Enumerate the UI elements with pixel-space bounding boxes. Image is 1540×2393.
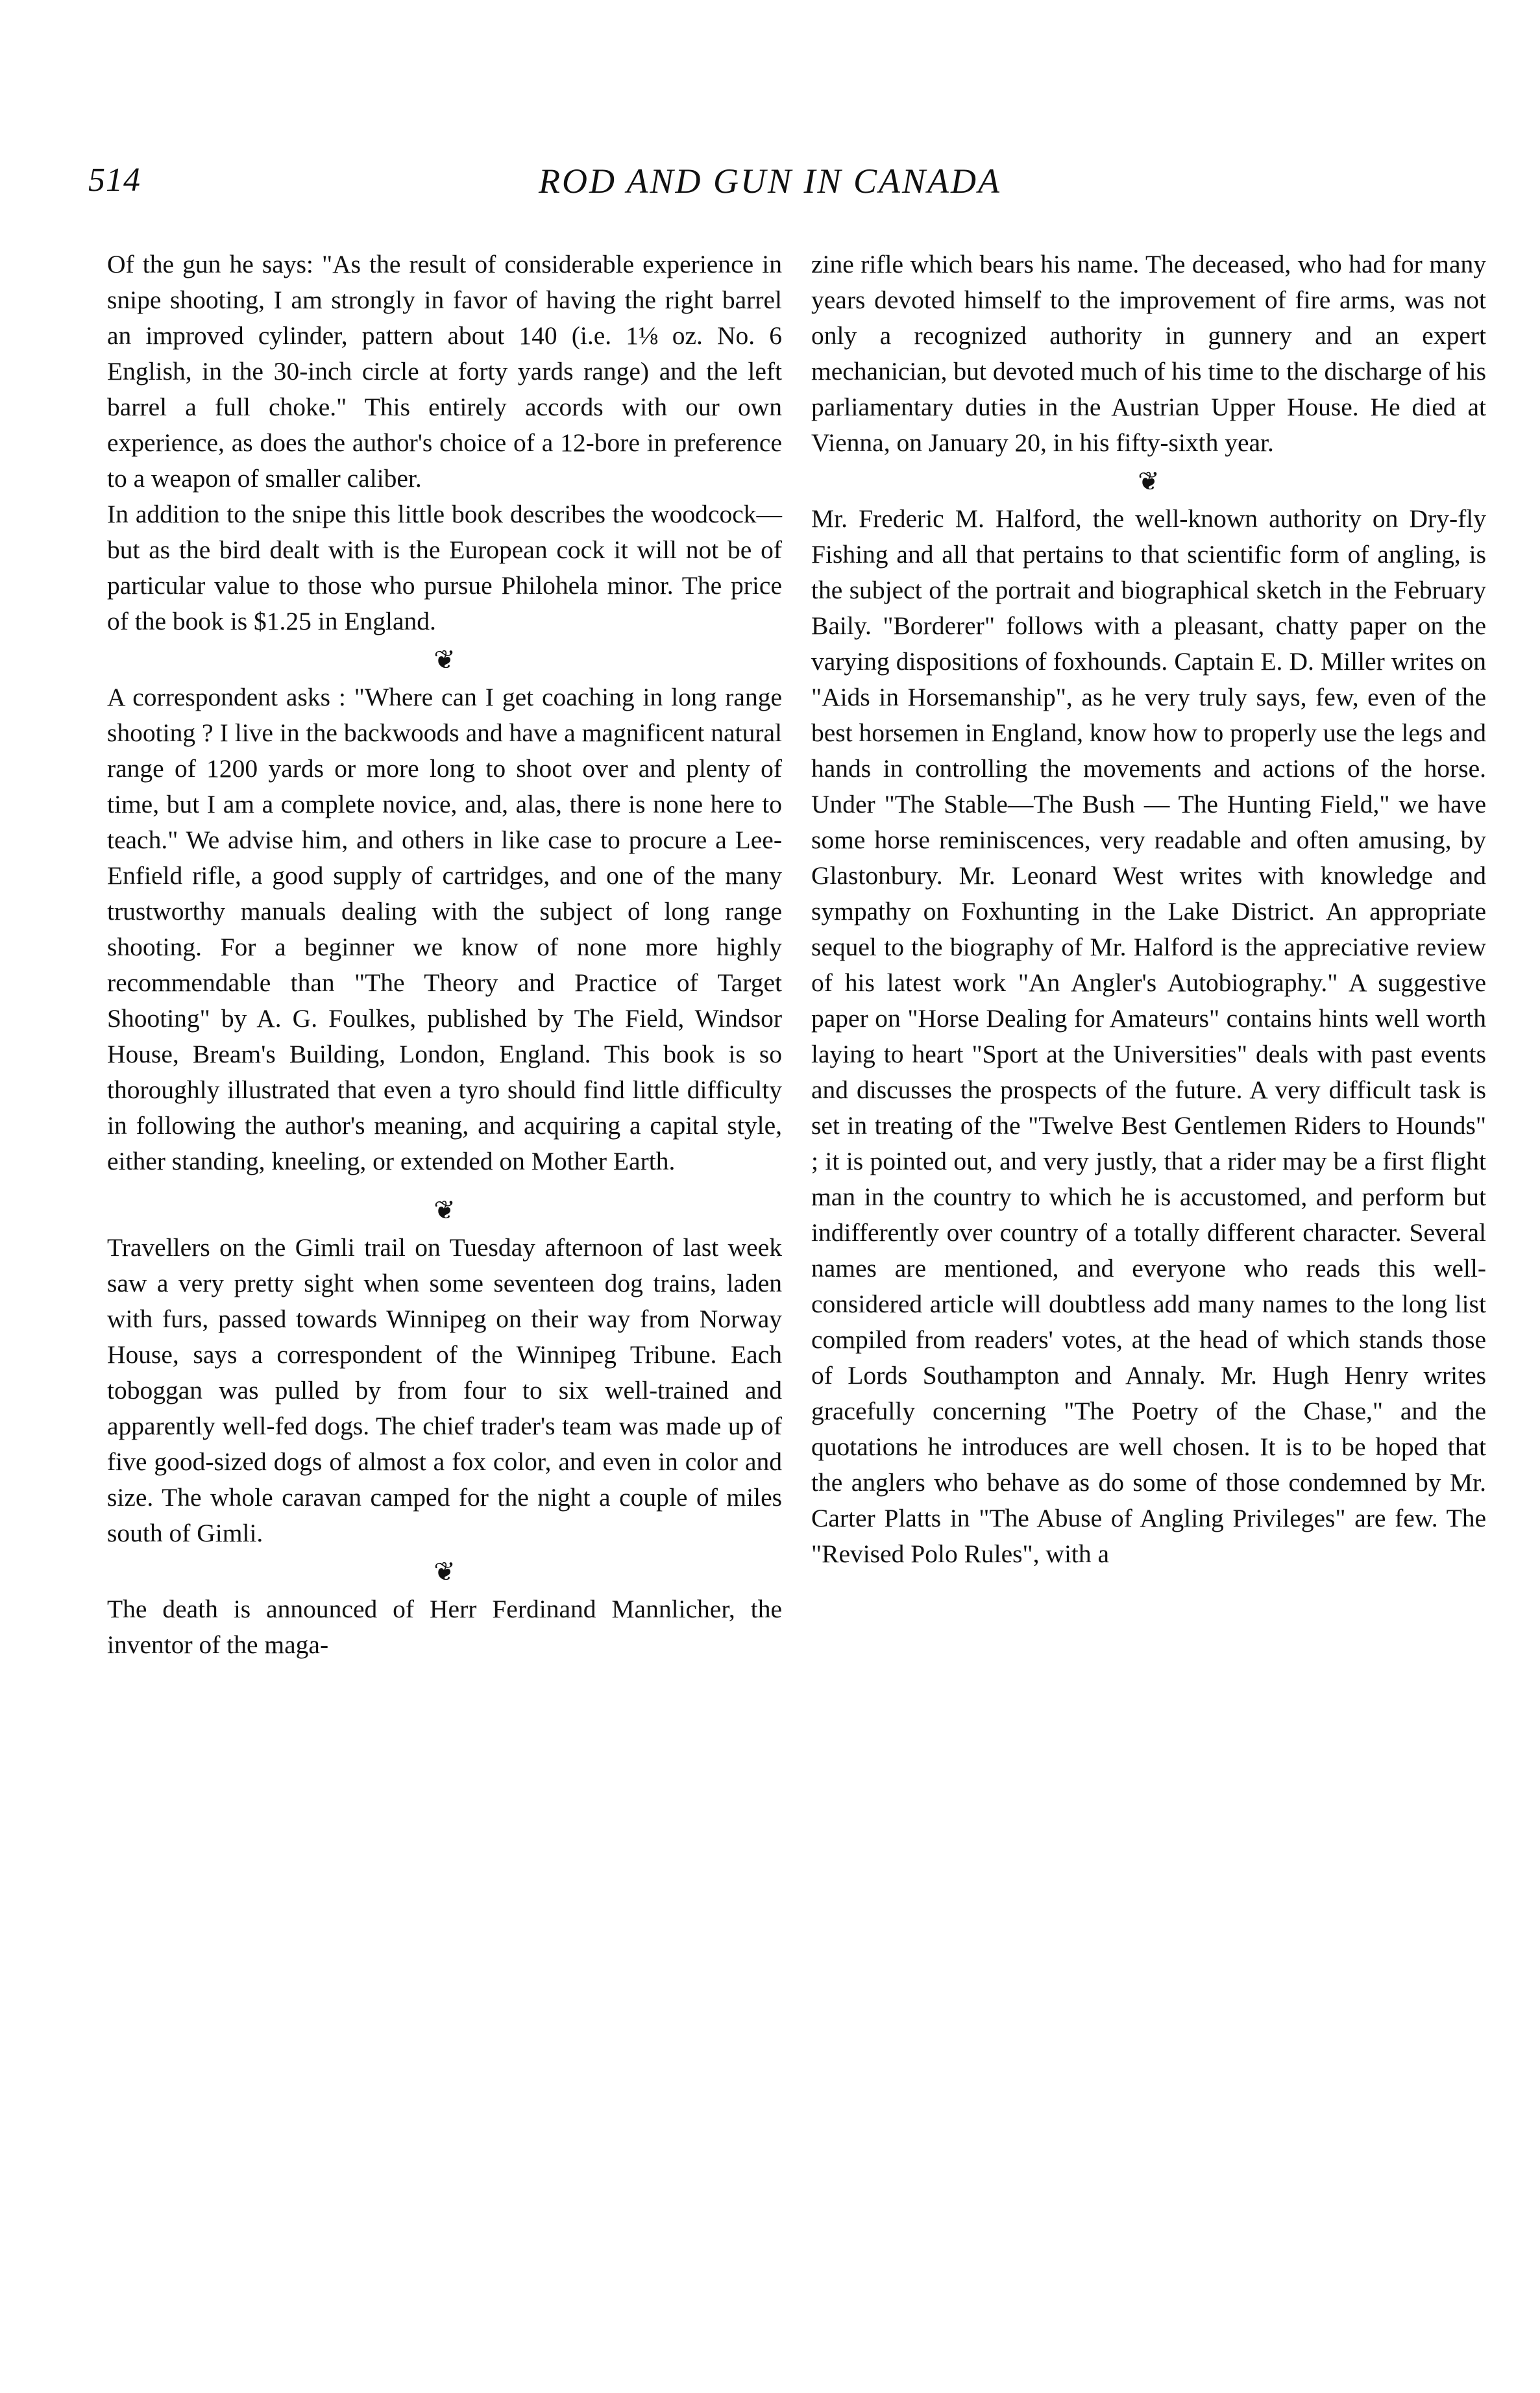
paragraph-mannlicher-death: The death is announced of Herr Ferdinand Mannlicher, the inventor of the maga- [107, 1595, 782, 1659]
section-ornament-icon: ❦ [1138, 467, 1160, 496]
paragraph-baily-review: Mr. Frederic M. Halford, the well-known authority on Dry-fly Fishing and all that pertains to that scientific form of angling, is the subject of the portrait and biographical sketch in the February Baily. "Borderer" follows with a pleasant, chatty paper on the varying dispositions of foxhounds. Captain E. D. Miller writes on "Aids in Horsemanship", as he very truly says, few, even of the best horsemen in England, know how to properly use the legs and hands in controlling the movements and actions of the horse. Under "The Stable—The Bush — The Hunting Field," we have some horse reminiscences, very readable and often amusing, by Glastonbury. Mr. Leonard West writes with knowledge and sympathy on Foxhunting in the Lake District. An appropriate sequel to the biography of Mr. Halford is the appreciative review of his latest work "An Angler's Autobiography." A suggestive paper on "Horse Dealing for Amateurs" contains hints well worth laying to heart "Sport at the Universities" deals with past events and discusses the prospects of the future. A very difficult task is set in treating of the "Twelve Best Gentlemen Riders to Hounds" ; it is pointed out, and very justly, that a rider may be a first flight man in the country to which he is accustomed, and perform but indifferently over country of a totally different character. Several names are mentioned, and everyone who reads this well-considered article will doubtless add many names to the long list compiled from readers' votes, at the head of which stands those of Lords Southampton and Annaly. Mr. Hugh Henry writes gracefully concerning "The Poetry of the Chase," and the quotations he introduces are well chosen. It is to be hoped that the anglers who behave as do some of those condemned by Mr. Carter Platts in "The Abuse of Angling Privileges" are few. The "Revised Polo Rules", with a [811, 504, 1486, 1568]
paragraph-mannlicher-continued: zine rifle which bears his name. The deceased, who had for many years devoted himself to the improvement of fire arms, was not only a recognized authority in gunnery and an expert mechanician, but devoted much of his time to the discharge of his parliamentary duties in the Austrian Upper House. He died at Vienna, on January 20, in his fifty-sixth year. [811, 250, 1486, 457]
page-number: 514 [88, 162, 141, 199]
paragraph-long-range-shooting: A correspondent asks : "Where can I get coaching in long range shooting ? I live in the backwoods and have a magnificent natural range of 1200 yards or more long to shoot over and plenty of time, but I am a complete novice, and, alas, there is none here to teach." We advise him, and others in like case to procure a Lee-Enfield rifle, a good supply of cartridges, and one of the many trustworthy manuals dealing with the subject of long range shooting. For a beginner we know of none more highly recommendable than "The Theory and Practice of Target Shooting" by A. G. Foulkes, published by The Field, Windsor House, Bream's Building, London, England. This book is so thoroughly illustrated that even a tyro should find little difficulty in following the author's meaning, and acquiring a capital style, either standing, kneeling, or extended on Mother Earth. [107, 683, 782, 1175]
left-column [107, 247, 782, 1663]
paragraph-snipe-book: In addition to the snipe this little book describes the woodcock—but as the bird dealt with is the European cock it will not be of particular value to those who pursue Philohela minor. The price of the book is $1.25 in England. [107, 500, 782, 635]
paragraph-gimli-trail: Travellers on the Gimli trail on Tuesday afternoon of last week saw a very pretty sight when some seventeen dog trains, laden with furs, passed towards Winnipeg on their way from Norway House, says a correspondent of the Winnipeg Tribune. Each toboggan was pulled by from four to six well-trained and apparently well-fed dogs. The chief trader's team was made up of five good-sized dogs of almost a fox color, and even in color and size. The whole caravan camped for the night a couple of miles south of Gimli. [107, 1233, 782, 1547]
section-ornament-icon: ❦ [434, 1557, 456, 1586]
page-header [88, 161, 1452, 206]
right-column [811, 247, 1486, 1572]
paragraph-snipe-gun: Of the gun he says: "As the result of considerable experience in snipe shooting, I am strongly in favor of having the right barrel an improved cylinder, pattern about 140 (i.e. 1⅛ oz. No. 6 English, in the 30-inch circle at forty yards range) and the left barrel a full choke." This entirely accords with our own experience, as does the author's choice of a 12-bore in preference to a weapon of smaller caliber. [107, 250, 782, 493]
section-ornament-icon: ❦ [434, 645, 456, 674]
section-ornament-icon: ❦ [434, 1196, 456, 1225]
running-title: ROD AND GUN IN CANADA [538, 162, 1001, 201]
